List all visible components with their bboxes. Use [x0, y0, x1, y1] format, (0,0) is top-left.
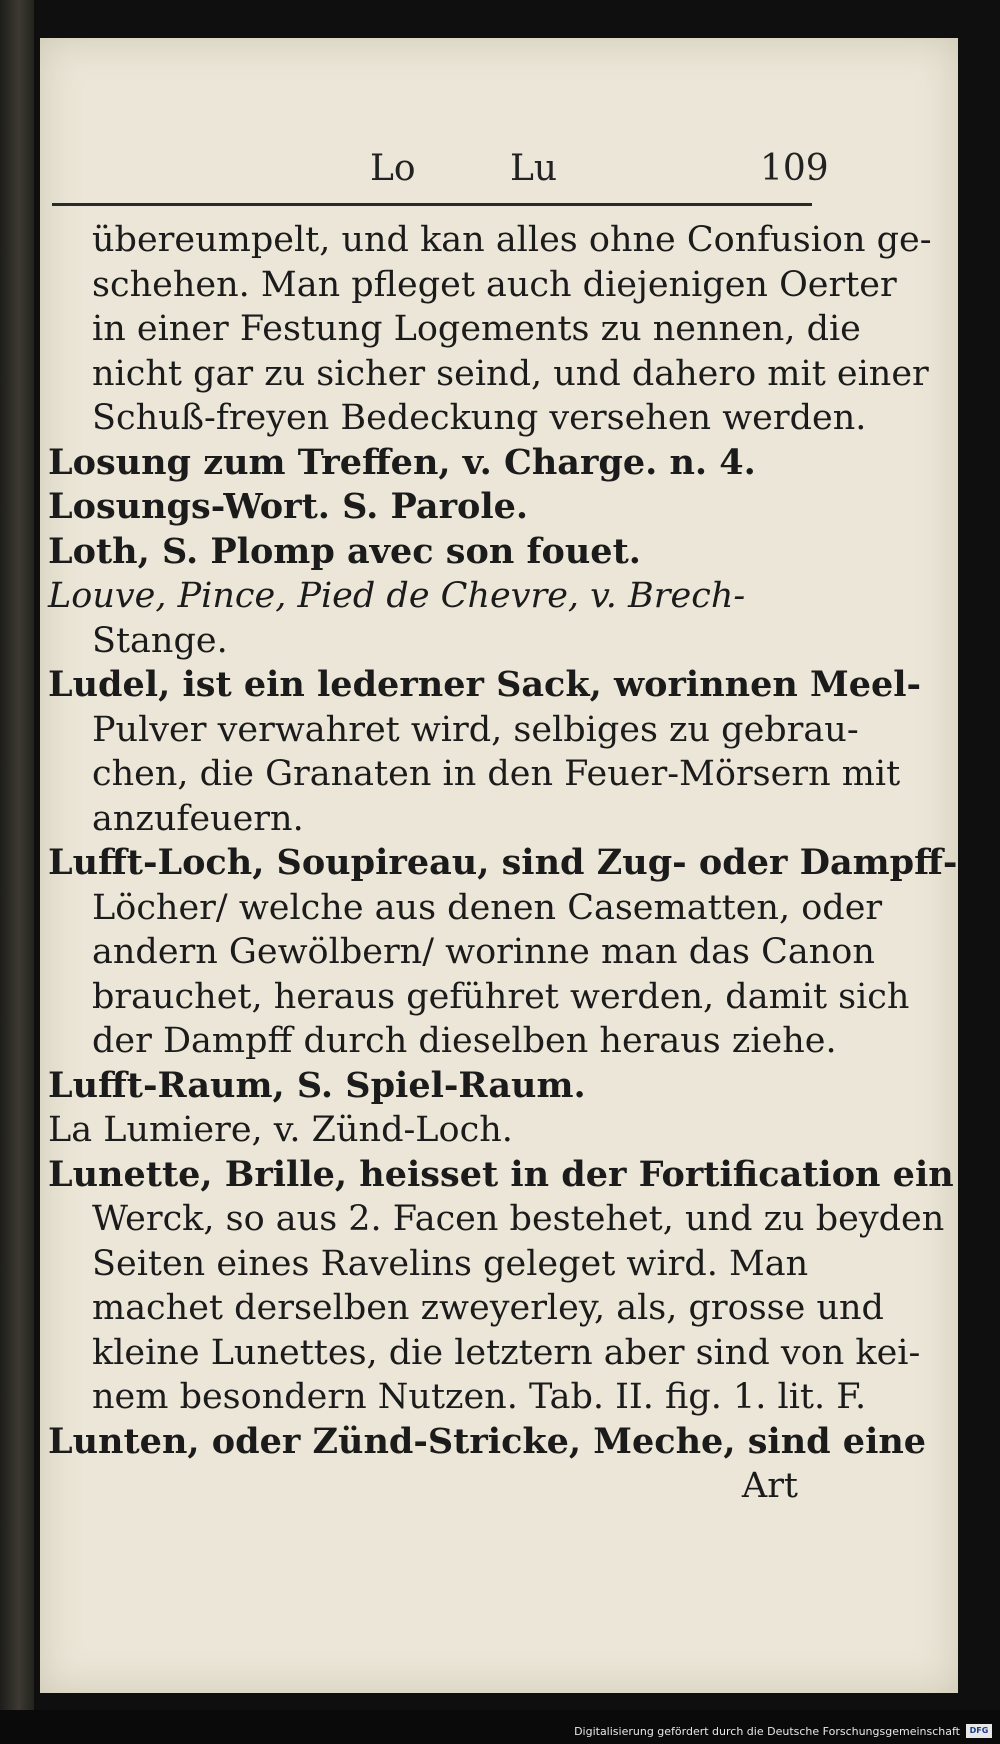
page-number: 109: [760, 148, 829, 189]
digitization-credit: Digitalisierung gefördert durch die Deutsche Forschungsgemeinschaft: [574, 1725, 960, 1738]
text-line: chen, die Granaten in den Feuer-Mörsern mit: [92, 754, 901, 794]
text-line: Werck, so aus 2. Facen bestehet, und zu beyden: [92, 1199, 945, 1239]
catchword: Art: [741, 1466, 798, 1506]
entry-ludel: Ludel, ist ein lederner Sack, worinnen Meel-: [48, 664, 922, 705]
entry-lunten: Lunten, oder Zünd-Stricke, Meche, sind eine: [48, 1420, 927, 1462]
header-left-term: Lo: [370, 148, 416, 189]
text-line: nicht gar zu sicher seind, und dahero mit einer: [92, 353, 929, 394]
text-line: kleine Lunettes, die letztern aber sind von kei-: [92, 1332, 921, 1373]
entry-losung: Losung zum Treffen, v. Charge. n. 4.: [48, 441, 756, 483]
entry-lufft-loch: Lufft-Loch, Soupireau, sind Zug- oder Dampff-: [48, 842, 958, 883]
dictionary-text: [48, 218, 958, 1509]
text-line: Löcher/ welche aus denen Casematten, oder: [92, 887, 883, 928]
book-page: [40, 38, 958, 1693]
text-line: machet derselben zweyerley, als, grosse und: [92, 1288, 884, 1328]
text-line: übereumpelt, und kan alles ohne Confusion ge-: [92, 220, 932, 260]
book-binding-edge: [0, 0, 34, 1744]
header-right-term: Lu: [510, 148, 558, 189]
text-line: nem besondern Nutzen. Tab. II. fig. 1. lit. F.: [92, 1377, 867, 1417]
entry-louve: Louve, Pince, Pied de Chevre, v. Brech-: [48, 576, 746, 616]
text-line: Stange.: [92, 620, 228, 661]
running-header: [40, 148, 958, 208]
text-line: Schuß-freyen Bedeckung versehen werden.: [92, 398, 867, 438]
entry-lufft-raum: Lufft-Raum, S. Spiel-Raum.: [48, 1064, 586, 1106]
header-rule: [52, 203, 812, 206]
text-line: Seiten eines Ravelins geleget wird. Man: [92, 1243, 809, 1284]
text-line: schehen. Man pfleget auch diejenigen Oerter: [92, 264, 897, 305]
text-line: anzufeuern.: [92, 798, 304, 839]
viewer-footer: [0, 1710, 1000, 1744]
text-line: der Dampff durch dieselben heraus ziehe.: [92, 1021, 837, 1061]
text-line: Pulver verwahret wird, selbiges zu gebrau-: [92, 709, 859, 750]
entry-loth: Loth, S. Plomp avec son fouet.: [48, 530, 641, 572]
entry-lunette: Lunette, Brille, heisset in der Fortification ein: [48, 1153, 954, 1195]
entry-losungs-wort: Losungs-Wort. S. Parole.: [48, 486, 529, 527]
text-line: in einer Festung Logements zu nennen, die: [92, 309, 861, 349]
dfg-logo-icon: DFG: [966, 1724, 992, 1738]
text-line: brauchet, heraus geführet werden, damit sich: [92, 976, 910, 1017]
text-line: andern Gewölbern/ worinne man das Canon: [92, 932, 875, 972]
entry-la-lumiere: La Lumiere, v. Zünd-Loch.: [48, 1110, 513, 1150]
